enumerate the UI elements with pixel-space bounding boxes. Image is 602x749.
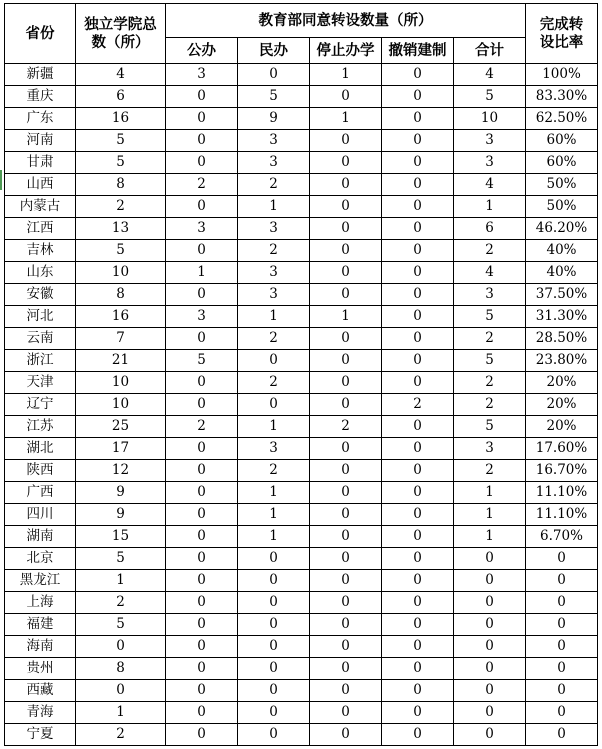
cell-sum: 3 — [454, 130, 526, 152]
cell-ratio: 100% — [526, 64, 598, 86]
cell-ratio: 0 — [526, 658, 598, 680]
cell-private: 1 — [238, 306, 310, 328]
cell-private: 0 — [238, 570, 310, 592]
cell-public: 3 — [166, 218, 238, 240]
cell-total: 12 — [76, 460, 166, 482]
cell-private: 0 — [238, 592, 310, 614]
cell-sum: 3 — [454, 438, 526, 460]
cell-province: 湖南 — [5, 526, 76, 548]
cell-public: 0 — [166, 548, 238, 570]
cell-total: 13 — [76, 218, 166, 240]
header-sum: 合计 — [454, 38, 526, 64]
cell-stopped: 1 — [310, 108, 382, 130]
cell-private: 2 — [238, 174, 310, 196]
header-total: 独立学院总数（所） — [76, 4, 166, 64]
cell-revoked: 0 — [382, 240, 454, 262]
cell-total: 8 — [76, 658, 166, 680]
cell-ratio: 60% — [526, 130, 598, 152]
cell-ratio: 31.30% — [526, 306, 598, 328]
cell-public: 0 — [166, 482, 238, 504]
cell-private: 3 — [238, 130, 310, 152]
cell-province: 河南 — [5, 130, 76, 152]
cell-private: 9 — [238, 108, 310, 130]
table-row — [5, 372, 598, 394]
cell-sum: 10 — [454, 108, 526, 130]
cell-private: 3 — [238, 438, 310, 460]
cell-ratio: 37.50% — [526, 284, 598, 306]
cell-public: 3 — [166, 306, 238, 328]
cell-ratio: 83.30% — [526, 86, 598, 108]
table-row — [5, 350, 598, 372]
table-row — [5, 614, 598, 636]
cell-revoked: 0 — [382, 152, 454, 174]
cell-province: 安徽 — [5, 284, 76, 306]
cell-stopped: 0 — [310, 658, 382, 680]
cell-province: 上海 — [5, 592, 76, 614]
cell-sum: 2 — [454, 372, 526, 394]
cell-province: 吉林 — [5, 240, 76, 262]
cell-public: 0 — [166, 240, 238, 262]
table-row — [5, 460, 598, 482]
cell-stopped: 0 — [310, 614, 382, 636]
cell-private: 0 — [238, 64, 310, 86]
table-row — [5, 328, 598, 350]
transfer-table — [4, 3, 598, 746]
cell-public: 0 — [166, 86, 238, 108]
cell-total: 9 — [76, 482, 166, 504]
table-row — [5, 262, 598, 284]
cell-ratio: 0 — [526, 548, 598, 570]
cell-stopped: 0 — [310, 680, 382, 702]
table-row — [5, 680, 598, 702]
table-row — [5, 86, 598, 108]
cell-public: 0 — [166, 394, 238, 416]
cell-stopped: 0 — [310, 372, 382, 394]
cell-public: 2 — [166, 174, 238, 196]
cell-province: 广东 — [5, 108, 76, 130]
cell-revoked: 0 — [382, 108, 454, 130]
cell-private: 0 — [238, 636, 310, 658]
cell-province: 新疆 — [5, 64, 76, 86]
cell-total: 10 — [76, 262, 166, 284]
cell-public: 1 — [166, 262, 238, 284]
table-row — [5, 482, 598, 504]
cell-ratio: 0 — [526, 636, 598, 658]
cell-ratio: 20% — [526, 416, 598, 438]
cell-sum: 0 — [454, 724, 526, 746]
table-row — [5, 526, 598, 548]
cell-private: 1 — [238, 416, 310, 438]
cell-ratio: 46.20% — [526, 218, 598, 240]
cell-revoked: 0 — [382, 526, 454, 548]
cell-public: 0 — [166, 152, 238, 174]
cell-revoked: 0 — [382, 460, 454, 482]
table-row — [5, 130, 598, 152]
cell-revoked: 0 — [382, 570, 454, 592]
table-row — [5, 394, 598, 416]
cell-stopped: 0 — [310, 152, 382, 174]
cell-province: 内蒙古 — [5, 196, 76, 218]
cell-private: 0 — [238, 702, 310, 724]
cell-public: 0 — [166, 636, 238, 658]
cell-province: 天津 — [5, 372, 76, 394]
cell-sum: 2 — [454, 328, 526, 350]
cell-stopped: 0 — [310, 328, 382, 350]
cell-revoked: 0 — [382, 328, 454, 350]
header-ratio: 完成转设比率 — [526, 4, 598, 64]
cell-sum: 5 — [454, 350, 526, 372]
table-row — [5, 724, 598, 746]
cell-revoked: 0 — [382, 306, 454, 328]
cell-revoked: 0 — [382, 130, 454, 152]
cell-ratio: 20% — [526, 372, 598, 394]
row-marker — [0, 170, 2, 190]
cell-total: 10 — [76, 394, 166, 416]
cell-public: 2 — [166, 416, 238, 438]
cell-ratio: 40% — [526, 240, 598, 262]
cell-province: 海南 — [5, 636, 76, 658]
cell-private: 2 — [238, 328, 310, 350]
cell-total: 16 — [76, 108, 166, 130]
cell-private: 1 — [238, 482, 310, 504]
cell-private: 0 — [238, 350, 310, 372]
table-row — [5, 636, 598, 658]
cell-public: 0 — [166, 196, 238, 218]
cell-stopped: 0 — [310, 262, 382, 284]
cell-ratio: 0 — [526, 570, 598, 592]
cell-province: 山西 — [5, 174, 76, 196]
cell-public: 0 — [166, 614, 238, 636]
cell-private: 0 — [238, 680, 310, 702]
cell-total: 2 — [76, 724, 166, 746]
cell-total: 8 — [76, 174, 166, 196]
cell-sum: 3 — [454, 284, 526, 306]
cell-public: 0 — [166, 130, 238, 152]
table-row — [5, 152, 598, 174]
cell-stopped: 0 — [310, 724, 382, 746]
cell-province: 西藏 — [5, 680, 76, 702]
cell-ratio: 40% — [526, 262, 598, 284]
table-row — [5, 196, 598, 218]
cell-total: 5 — [76, 614, 166, 636]
cell-ratio: 0 — [526, 724, 598, 746]
table-row — [5, 306, 598, 328]
table-row — [5, 592, 598, 614]
cell-sum: 1 — [454, 526, 526, 548]
cell-private: 3 — [238, 262, 310, 284]
cell-stopped: 0 — [310, 394, 382, 416]
cell-stopped: 0 — [310, 438, 382, 460]
cell-public: 0 — [166, 570, 238, 592]
cell-revoked: 0 — [382, 658, 454, 680]
cell-ratio: 11.10% — [526, 504, 598, 526]
cell-revoked: 0 — [382, 416, 454, 438]
cell-total: 7 — [76, 328, 166, 350]
cell-province: 黑龙江 — [5, 570, 76, 592]
cell-revoked: 0 — [382, 680, 454, 702]
cell-total: 5 — [76, 548, 166, 570]
cell-ratio: 11.10% — [526, 482, 598, 504]
cell-ratio: 6.70% — [526, 526, 598, 548]
cell-ratio: 28.50% — [526, 328, 598, 350]
table-row — [5, 240, 598, 262]
table-row — [5, 64, 598, 86]
cell-public: 0 — [166, 526, 238, 548]
cell-private: 1 — [238, 504, 310, 526]
cell-total: 21 — [76, 350, 166, 372]
cell-province: 甘肃 — [5, 152, 76, 174]
cell-private: 2 — [238, 240, 310, 262]
cell-province: 福建 — [5, 614, 76, 636]
table-row — [5, 438, 598, 460]
cell-ratio: 17.60% — [526, 438, 598, 460]
cell-sum: 0 — [454, 570, 526, 592]
cell-sum: 5 — [454, 416, 526, 438]
cell-ratio: 0 — [526, 614, 598, 636]
header-private: 民办 — [238, 38, 310, 64]
cell-ratio: 20% — [526, 394, 598, 416]
header-revoked: 撤销建制 — [382, 38, 454, 64]
cell-total: 2 — [76, 592, 166, 614]
cell-ratio: 62.50% — [526, 108, 598, 130]
header-province: 省份 — [5, 4, 76, 64]
cell-revoked: 0 — [382, 284, 454, 306]
cell-private: 3 — [238, 218, 310, 240]
cell-sum: 5 — [454, 86, 526, 108]
cell-province: 辽宁 — [5, 394, 76, 416]
cell-stopped: 0 — [310, 482, 382, 504]
table-row — [5, 702, 598, 724]
cell-revoked: 0 — [382, 636, 454, 658]
cell-private: 1 — [238, 196, 310, 218]
cell-total: 6 — [76, 86, 166, 108]
cell-stopped: 0 — [310, 86, 382, 108]
cell-total: 25 — [76, 416, 166, 438]
cell-revoked: 0 — [382, 218, 454, 240]
cell-stopped: 0 — [310, 504, 382, 526]
cell-total: 1 — [76, 570, 166, 592]
cell-province: 四川 — [5, 504, 76, 526]
cell-revoked: 0 — [382, 196, 454, 218]
cell-sum: 1 — [454, 504, 526, 526]
cell-province: 云南 — [5, 328, 76, 350]
cell-total: 5 — [76, 130, 166, 152]
cell-sum: 2 — [454, 240, 526, 262]
cell-total: 2 — [76, 196, 166, 218]
cell-revoked: 0 — [382, 372, 454, 394]
cell-total: 4 — [76, 64, 166, 86]
cell-sum: 1 — [454, 482, 526, 504]
table-row — [5, 504, 598, 526]
cell-public: 3 — [166, 64, 238, 86]
cell-sum: 4 — [454, 262, 526, 284]
header-stopped: 停止办学 — [310, 38, 382, 64]
cell-stopped: 0 — [310, 240, 382, 262]
cell-total: 8 — [76, 284, 166, 306]
cell-province: 陕西 — [5, 460, 76, 482]
cell-ratio: 50% — [526, 196, 598, 218]
cell-public: 0 — [166, 724, 238, 746]
table-container — [4, 3, 598, 746]
cell-sum: 0 — [454, 592, 526, 614]
cell-ratio: 50% — [526, 174, 598, 196]
cell-ratio: 60% — [526, 152, 598, 174]
cell-stopped: 0 — [310, 548, 382, 570]
cell-sum: 1 — [454, 196, 526, 218]
cell-revoked: 0 — [382, 350, 454, 372]
header-group: 教育部同意转设数量（所） — [166, 4, 526, 38]
cell-ratio: 0 — [526, 702, 598, 724]
table-row — [5, 284, 598, 306]
cell-stopped: 2 — [310, 416, 382, 438]
cell-stopped: 0 — [310, 218, 382, 240]
cell-private: 0 — [238, 548, 310, 570]
cell-sum: 5 — [454, 306, 526, 328]
cell-province: 江西 — [5, 218, 76, 240]
cell-stopped: 1 — [310, 64, 382, 86]
cell-public: 0 — [166, 372, 238, 394]
table-row — [5, 174, 598, 196]
header-public: 公办 — [166, 38, 238, 64]
cell-stopped: 0 — [310, 460, 382, 482]
cell-sum: 2 — [454, 460, 526, 482]
cell-private: 1 — [238, 526, 310, 548]
cell-public: 0 — [166, 460, 238, 482]
cell-province: 重庆 — [5, 86, 76, 108]
cell-stopped: 0 — [310, 570, 382, 592]
cell-public: 0 — [166, 680, 238, 702]
cell-public: 0 — [166, 284, 238, 306]
cell-total: 5 — [76, 152, 166, 174]
cell-total: 10 — [76, 372, 166, 394]
cell-revoked: 0 — [382, 504, 454, 526]
cell-total: 1 — [76, 702, 166, 724]
table-row — [5, 108, 598, 130]
cell-sum: 0 — [454, 702, 526, 724]
cell-sum: 6 — [454, 218, 526, 240]
cell-public: 0 — [166, 328, 238, 350]
cell-private: 2 — [238, 372, 310, 394]
cell-stopped: 0 — [310, 702, 382, 724]
cell-sum: 0 — [454, 636, 526, 658]
cell-province: 宁夏 — [5, 724, 76, 746]
cell-sum: 0 — [454, 658, 526, 680]
cell-private: 0 — [238, 614, 310, 636]
cell-revoked: 0 — [382, 438, 454, 460]
cell-revoked: 0 — [382, 262, 454, 284]
cell-public: 0 — [166, 592, 238, 614]
cell-revoked: 0 — [382, 724, 454, 746]
cell-total: 15 — [76, 526, 166, 548]
cell-ratio: 0 — [526, 680, 598, 702]
cell-province: 浙江 — [5, 350, 76, 372]
cell-province: 青海 — [5, 702, 76, 724]
cell-public: 0 — [166, 438, 238, 460]
cell-public: 0 — [166, 108, 238, 130]
cell-public: 0 — [166, 504, 238, 526]
cell-stopped: 0 — [310, 284, 382, 306]
cell-stopped: 0 — [310, 196, 382, 218]
cell-sum: 0 — [454, 680, 526, 702]
cell-province: 贵州 — [5, 658, 76, 680]
cell-total: 5 — [76, 240, 166, 262]
cell-stopped: 1 — [310, 306, 382, 328]
cell-sum: 4 — [454, 64, 526, 86]
cell-ratio: 16.70% — [526, 460, 598, 482]
cell-sum: 3 — [454, 152, 526, 174]
table-row — [5, 658, 598, 680]
cell-revoked: 0 — [382, 482, 454, 504]
cell-total: 0 — [76, 636, 166, 658]
cell-private: 2 — [238, 460, 310, 482]
cell-private: 0 — [238, 724, 310, 746]
cell-revoked: 0 — [382, 592, 454, 614]
cell-sum: 0 — [454, 614, 526, 636]
cell-private: 3 — [238, 284, 310, 306]
cell-revoked: 0 — [382, 702, 454, 724]
table-row — [5, 548, 598, 570]
cell-total: 0 — [76, 680, 166, 702]
cell-province: 河北 — [5, 306, 76, 328]
cell-ratio: 0 — [526, 592, 598, 614]
cell-public: 5 — [166, 350, 238, 372]
cell-total: 9 — [76, 504, 166, 526]
cell-private: 5 — [238, 86, 310, 108]
cell-province: 湖北 — [5, 438, 76, 460]
cell-sum: 0 — [454, 548, 526, 570]
table-row — [5, 416, 598, 438]
cell-ratio: 23.80% — [526, 350, 598, 372]
cell-revoked: 0 — [382, 64, 454, 86]
cell-stopped: 0 — [310, 636, 382, 658]
cell-public: 0 — [166, 658, 238, 680]
cell-revoked: 0 — [382, 86, 454, 108]
cell-public: 0 — [166, 702, 238, 724]
cell-private: 3 — [238, 152, 310, 174]
cell-revoked: 0 — [382, 174, 454, 196]
cell-revoked: 2 — [382, 394, 454, 416]
cell-province: 广西 — [5, 482, 76, 504]
cell-private: 0 — [238, 394, 310, 416]
cell-sum: 2 — [454, 394, 526, 416]
cell-total: 17 — [76, 438, 166, 460]
cell-private: 0 — [238, 658, 310, 680]
cell-stopped: 0 — [310, 526, 382, 548]
cell-revoked: 0 — [382, 548, 454, 570]
table-body — [5, 64, 598, 746]
cell-sum: 4 — [454, 174, 526, 196]
cell-province: 江苏 — [5, 416, 76, 438]
cell-revoked: 0 — [382, 614, 454, 636]
cell-province: 北京 — [5, 548, 76, 570]
cell-stopped: 0 — [310, 130, 382, 152]
cell-stopped: 0 — [310, 592, 382, 614]
cell-stopped: 0 — [310, 350, 382, 372]
header-row-1 — [5, 4, 598, 38]
cell-province: 山东 — [5, 262, 76, 284]
table-row — [5, 570, 598, 592]
table-row — [5, 218, 598, 240]
cell-stopped: 0 — [310, 174, 382, 196]
cell-total: 16 — [76, 306, 166, 328]
